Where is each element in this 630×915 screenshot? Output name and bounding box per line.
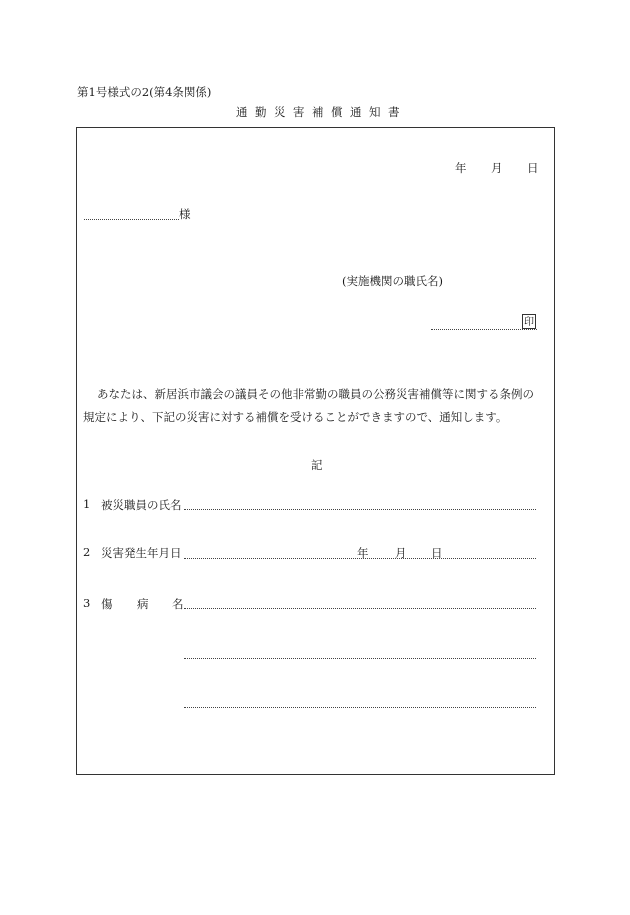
item-1-dotted-line xyxy=(184,509,536,510)
item-2-year-label: 年 xyxy=(357,546,369,560)
body-text-line-1: あなたは、新居浜市議会の議員その他非常勤の職員の公務災害補償等に関する条例の xyxy=(97,387,534,401)
addressee-suffix: 様 xyxy=(179,207,191,221)
item-3-dotted-line-1 xyxy=(184,608,536,609)
item-3-dotted-line-2 xyxy=(184,658,536,659)
date-day-label: 日 xyxy=(527,161,539,175)
date-month-label: 月 xyxy=(491,161,503,175)
document-title: 通勤災害補償通知書 xyxy=(236,105,407,119)
item-3-dotted-line-3 xyxy=(184,707,536,708)
addressee-dotted-line xyxy=(84,219,179,220)
item-2-label: 災害発生年月日 xyxy=(101,546,182,560)
form-reference: 第1号様式の2(第4条関係) xyxy=(77,85,212,99)
ki-heading: 記 xyxy=(311,458,323,472)
item-1-label: 被災職員の氏名 xyxy=(101,498,182,512)
issuer-name-dotted-line xyxy=(431,329,537,330)
item-3-label-part-3: 名 xyxy=(172,597,184,611)
item-3-label-part-2: 病 xyxy=(137,597,149,611)
item-3-label-part-1: 傷 xyxy=(101,597,113,611)
item-2-month-label: 月 xyxy=(395,546,407,560)
form-frame xyxy=(76,127,555,775)
date-year-label: 年 xyxy=(455,161,467,175)
item-2-day-label: 日 xyxy=(431,546,443,560)
item-3-number: 3 xyxy=(83,596,91,610)
issuer-label: (実施機関の職氏名) xyxy=(342,274,443,288)
seal-mark-icon: 印 xyxy=(522,314,536,329)
item-2-number: 2 xyxy=(83,545,91,559)
item-2-dotted-line xyxy=(184,558,536,559)
item-1-number: 1 xyxy=(83,497,91,511)
body-text-line-2: 規定により、下記の災害に対する補償を受けることができますので、通知します。 xyxy=(83,410,508,424)
